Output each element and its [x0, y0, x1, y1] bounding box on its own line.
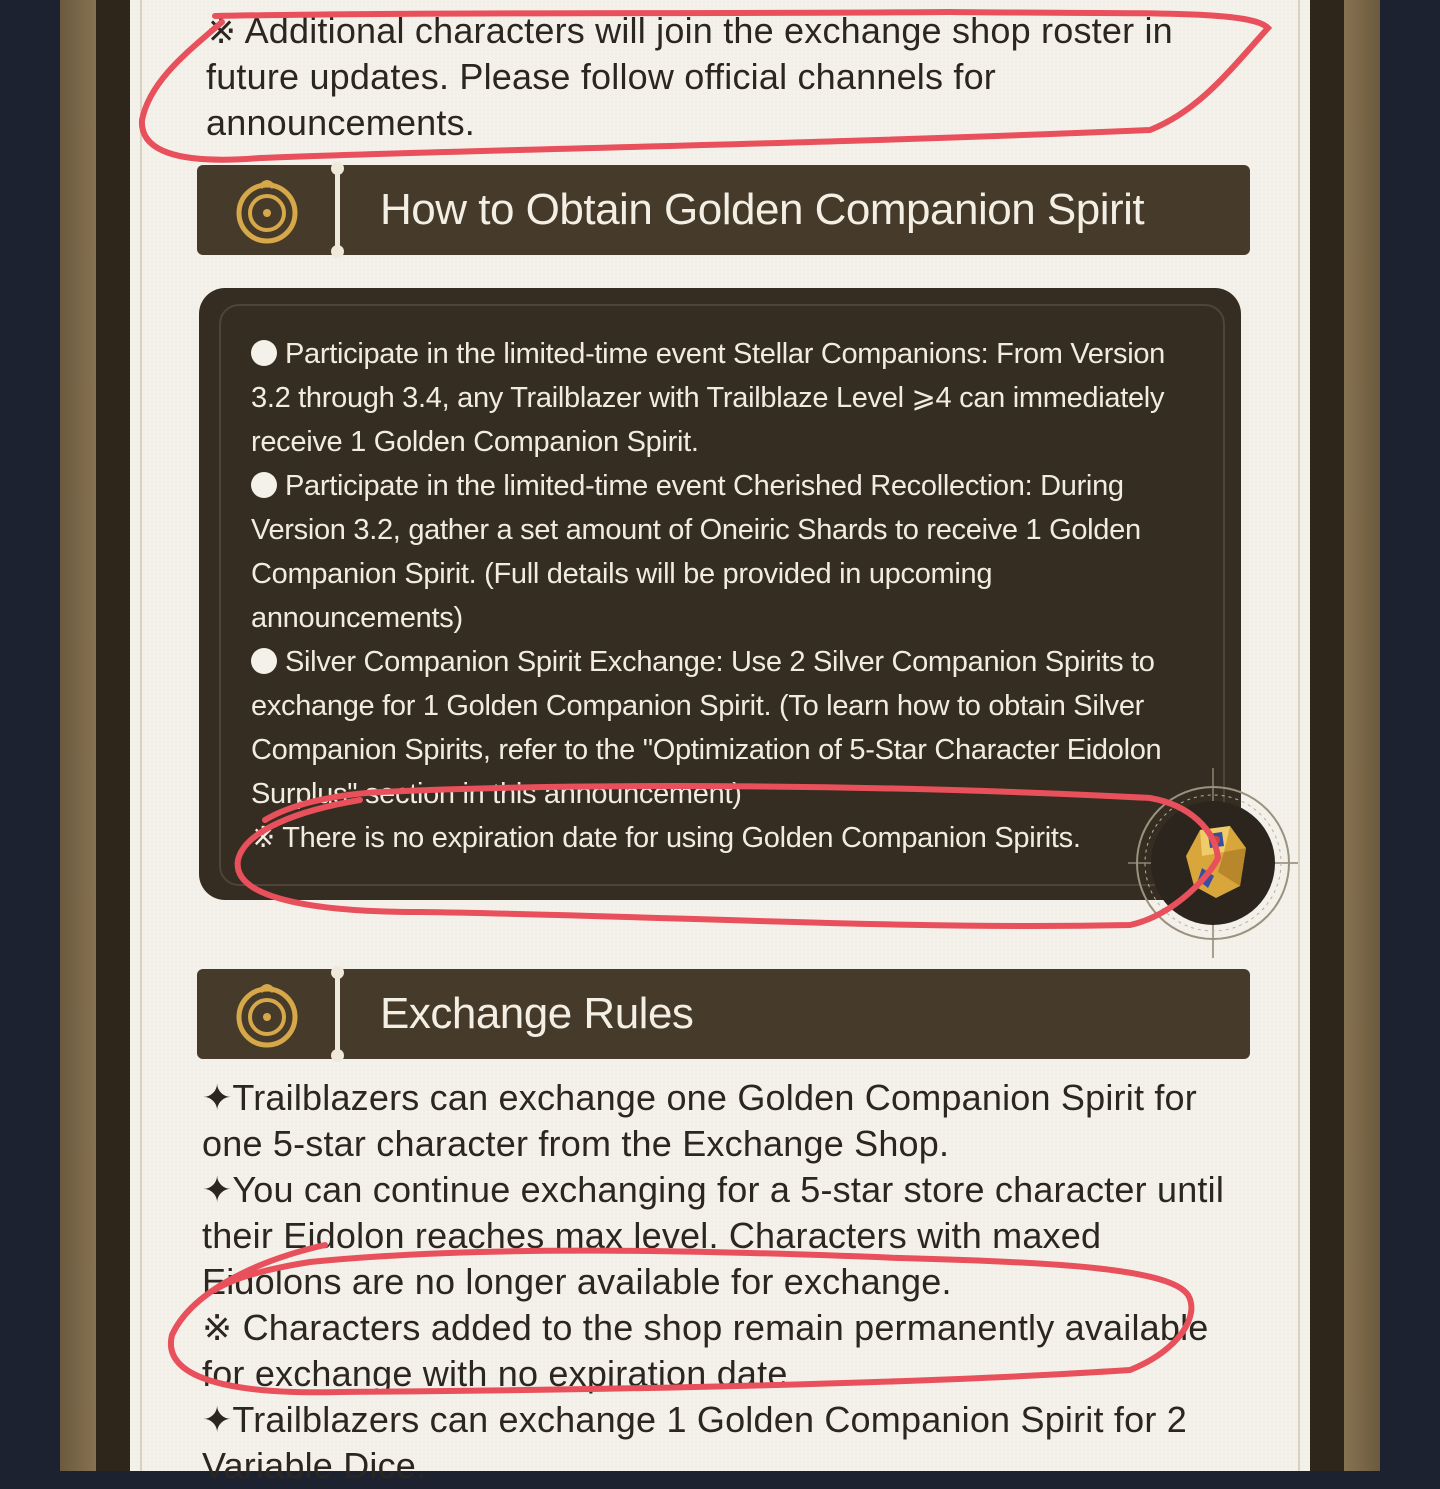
bullet-icon	[251, 648, 277, 674]
section-title-obtain: How to Obtain Golden Companion Spirit	[380, 185, 1145, 234]
companion-emblem-icon	[197, 165, 337, 255]
paper-rule-right	[1298, 0, 1300, 1471]
section-title-exchange-rules: Exchange Rules	[380, 989, 694, 1038]
list-item: Participate in the limited-time event Cherished Recollection: During Version 3.2, gather a set amount of Oneiric Shards to receive 1 Golden Companion Spirit. (Full details will be provided in upcoming announcements)	[251, 470, 1141, 634]
bullet-icon	[251, 340, 277, 366]
rule-item: ✦Trailblazers can exchange 1 Golden Companion Spirit for 2 Variable Dice.	[202, 1399, 1187, 1486]
section-header-obtain	[197, 165, 1250, 255]
expiration-note: ※ There is no expiration date for using Golden Companion Spirits.	[251, 822, 1081, 854]
list-item: Silver Companion Spirit Exchange: Use 2 Silver Companion Spirits to exchange for 1 Golden Companion Spirit. (To learn how to obtain Silver Companion Spirits, refer to the "Optimization of 5-Star Character Eidolon Surplus" section in this announcement)	[251, 646, 1162, 810]
header-divider	[335, 171, 340, 249]
top-note: ※ Additional characters will join the exchange shop roster in future updates. Please follow official channels for announcements.	[206, 10, 1173, 143]
section-header-exchange-rules	[197, 969, 1250, 1059]
rule-item: ✦You can continue exchanging for a 5-star store character until their Eidolon reaches max level. Characters with maxed Eidolons are no longer available for exchange.	[202, 1169, 1225, 1302]
rule-item: ✦Trailblazers can exchange one Golden Companion Spirit for one 5-star character from the Exchange Shop.	[202, 1077, 1197, 1164]
exchange-rules-list	[202, 1075, 1242, 1489]
list-item: Participate in the limited-time event Stellar Companions: From Version 3.2 through 3.4, any Trailblazer with Trailblaze Level ⩾4 can immediately receive 1 Golden Companion Spirit.	[251, 338, 1165, 458]
golden-companion-spirit-icon	[1128, 768, 1298, 958]
rule-note: ※ Characters added to the shop remain permanently available for exchange with no expiration date.	[202, 1307, 1209, 1394]
companion-emblem-icon	[197, 969, 337, 1059]
paper-rule-left	[140, 0, 142, 1471]
bullet-icon	[251, 472, 277, 498]
header-divider	[335, 975, 340, 1053]
obtain-methods-list	[251, 332, 1211, 860]
